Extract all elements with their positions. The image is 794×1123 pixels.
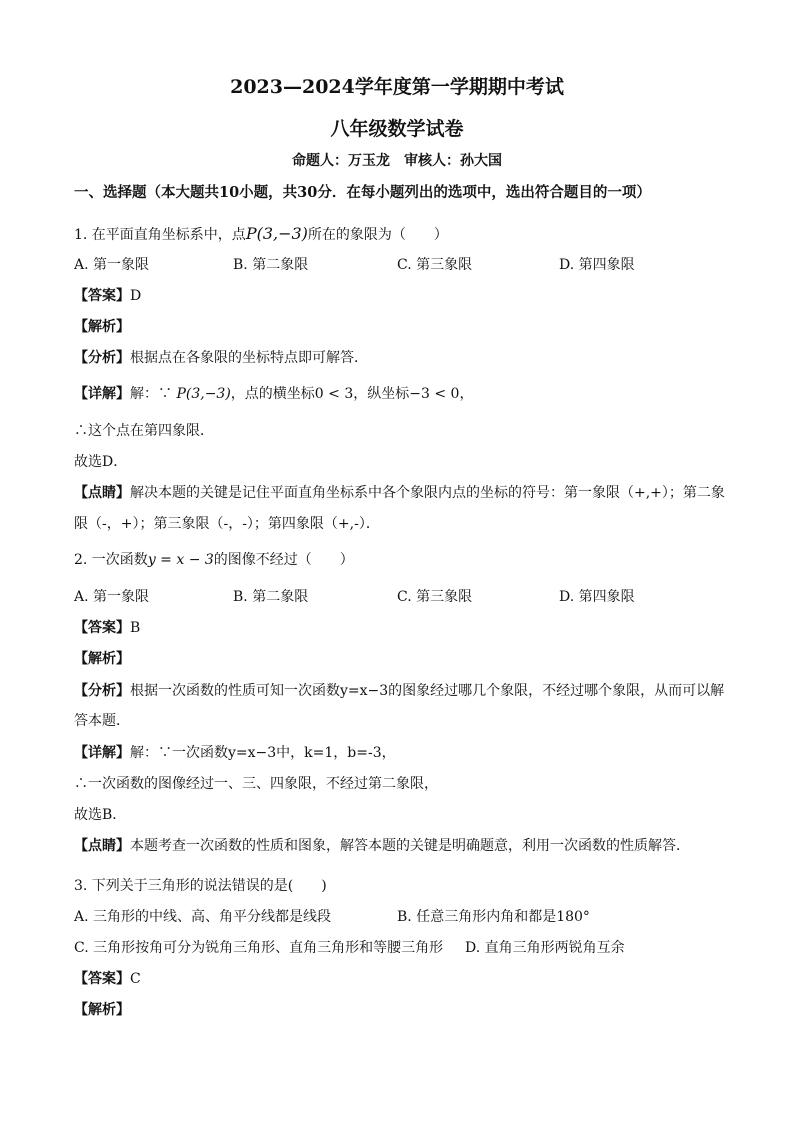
q1-point: P(3,−3) [245, 224, 308, 243]
q2-dianjing-text: 本题考查一次函数的性质和图象，解答本题的关键是明确题意，利用一次函数的性质解答． [130, 838, 690, 854]
q3-stem: 3. 下列关于三角形的说法错误的是( ) [74, 878, 327, 894]
q2-fenxi-line2: 答本题． [74, 713, 130, 729]
q3-option-d: D. 直角三角形两锐角互余 [465, 940, 625, 956]
q2-xiangjie [74, 743, 396, 763]
q1-fenxi-text: 根据点在各象限的坐标特点即可解答． [130, 350, 368, 366]
q2-fenxi-tag: 【分析】 [74, 683, 130, 699]
q2-option-d: D. 第四象限 [559, 589, 635, 605]
exam-authors: 命题人：万玉龙 审核人：孙大国 [292, 153, 502, 169]
q1-answer-value: D [130, 288, 142, 304]
q2-choose: 故选B． [74, 807, 127, 823]
q1-dianjing-tag: 【点睛】 [74, 485, 130, 501]
q1-fenxi-tag: 【分析】 [74, 350, 130, 366]
q2-xiangjie-text: 解：∵一次函数y=x−3中，k=1，b=-3， [130, 745, 396, 761]
q3-answer-tag: 【答案】 [74, 971, 130, 987]
q1-xiangjie-mid2: ，纵坐标 [353, 386, 410, 402]
q2-answer [74, 618, 140, 638]
q1-answer-tag: 【答案】 [74, 288, 130, 304]
q2-stem-prefix: 2. 一次函数 [74, 552, 148, 568]
exam-title: 2023—2024学年度第一学期期中考试 [230, 76, 564, 98]
q3-option-c: C. 三角形按角可分为锐角三角形、直角三角形和等腰三角形 [74, 940, 444, 956]
q1-analysis-tag: 【解析】 [74, 319, 130, 335]
q2-answer-tag: 【答案】 [74, 620, 130, 636]
q2-option-a: A. 第一象限 [74, 589, 150, 605]
q1-dianjing [74, 483, 725, 503]
q2-function: y = x − 3 [147, 552, 214, 568]
q1-answer [74, 286, 141, 306]
q2-option-c: C. 第三象限 [397, 589, 473, 605]
q3-answer-value: C [130, 971, 141, 987]
q2-xiangjie-tag: 【详解】 [74, 745, 130, 761]
q2-therefore: ∴一次函数的图像经过一、三、四象限，不经过第二象限， [74, 776, 438, 792]
q2-fenxi [74, 681, 724, 701]
q1-stem [74, 224, 448, 245]
q1-option-a: A. 第一象限 [74, 257, 150, 273]
q1-option-d: D. 第四象限 [559, 257, 635, 273]
q1-therefore: ∴这个点在第四象限． [74, 423, 214, 439]
q1-xiangjie-mid: ，点的横坐标 [230, 386, 315, 402]
q2-analysis-tag: 【解析】 [74, 651, 130, 667]
q1-xiangjie-ineq2: −3 < 0 [409, 386, 460, 402]
q2-stem-suffix: 的图像不经过（ ） [213, 552, 354, 568]
q3-option-a: A. 三角形的中线、高、角平分线都是线段 [74, 909, 332, 925]
q3-analysis-tag: 【解析】 [74, 1002, 130, 1018]
exam-subtitle: 八年级数学试卷 [330, 118, 464, 140]
q1-xiangjie-point: P(3,−3) [176, 386, 231, 402]
q1-xiangjie-ineq1: 0 < 3 [314, 386, 354, 402]
q3-option-b: B. 任意三角形内角和都是180° [397, 909, 590, 925]
q2-answer-value: B [130, 620, 141, 636]
q3-answer [74, 969, 141, 989]
q1-dianjing-line2: 限（-，+）；第三象限（-，-）；第四象限（+,-）． [74, 516, 380, 532]
q1-xiangjie-tag: 【详解】 [74, 386, 130, 402]
q2-stem [74, 550, 354, 570]
q2-option-b: B. 第二象限 [233, 589, 309, 605]
section-heading: 一、选择题（本大题共10小题，共30分．在每小题列出的选项中，选出符合题目的一项） [74, 184, 651, 201]
q1-choose: 故选D． [74, 454, 128, 470]
q1-fenxi [74, 348, 368, 368]
q1-dianjing-line1: 解决本题的关键是记住平面直角坐标系中各个象限内点的坐标的符号：第一象限（+,+）；第二象 [130, 485, 725, 501]
q1-xiangjie [74, 384, 473, 404]
q2-fenxi-line1: 根据一次函数的性质可知一次函数y=x−3的图象经过哪几个象限，不经过哪个象限，从而可以解 [130, 683, 725, 699]
q1-xiangjie-prefix: 解：∵ [130, 386, 177, 402]
q1-option-c: C. 第三象限 [397, 257, 473, 273]
q1-stem-prefix: 1. 在平面直角坐标系中，点 [74, 227, 246, 243]
q2-dianjing-tag: 【点睛】 [74, 838, 130, 854]
q2-dianjing [74, 836, 690, 856]
q1-stem-suffix: 所在的象限为（ ） [307, 227, 448, 243]
q1-xiangjie-end: ， [459, 386, 474, 402]
q1-option-b: B. 第二象限 [233, 257, 309, 273]
